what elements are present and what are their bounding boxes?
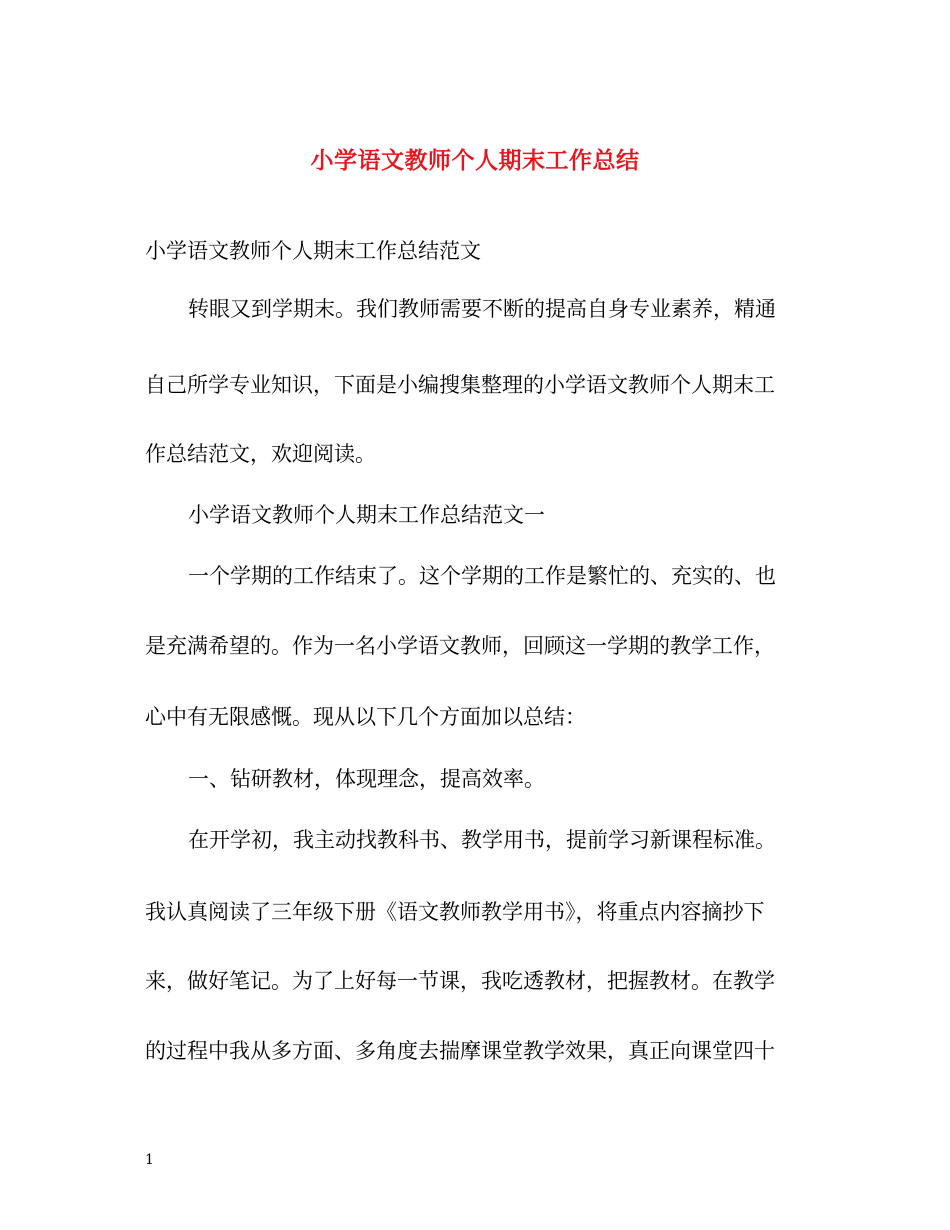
text-line: 小学语文教师个人期末工作总结范文一 — [188, 503, 545, 527]
text-line: 来，做好笔记。为了上好每一节课，我吃透教材，把握教材。在教学 — [145, 969, 775, 993]
text-line: 作总结范文，欢迎阅读。 — [145, 442, 376, 466]
text-line: 是充满希望的。作为一名小学语文教师，回顾这一学期的教学工作， — [145, 634, 775, 658]
document-title: 小学语文教师个人期末工作总结 — [310, 147, 640, 174]
text-line: 自己所学专业知识，下面是小编搜集整理的小学语文教师个人期末工 — [145, 373, 775, 397]
page-number: 1 — [145, 1152, 154, 1168]
text-line: 转眼又到学期末。我们教师需要不断的提高自身专业素养，精通 — [188, 297, 776, 321]
text-line: 我认真阅读了三年级下册《语文教师教学用书》，将重点内容摘抄下 — [145, 900, 765, 924]
text-line: 的过程中我从多方面、多角度去揣摩课堂教学效果，真正向课堂四十 — [145, 1039, 775, 1063]
text-line: 小学语文教师个人期末工作总结范文 — [145, 239, 481, 263]
text-line: 在开学初，我主动找教科书、教学用书，提前学习新课程标准。 — [188, 828, 776, 852]
text-line: 心中有无限感慨。现从以下几个方面加以总结： — [145, 705, 586, 729]
text-line: 一个学期的工作结束了。这个学期的工作是繁忙的、充实的、也 — [188, 564, 776, 588]
text-line: 一、钻研教材，体现理念，提高效率。 — [188, 767, 545, 791]
